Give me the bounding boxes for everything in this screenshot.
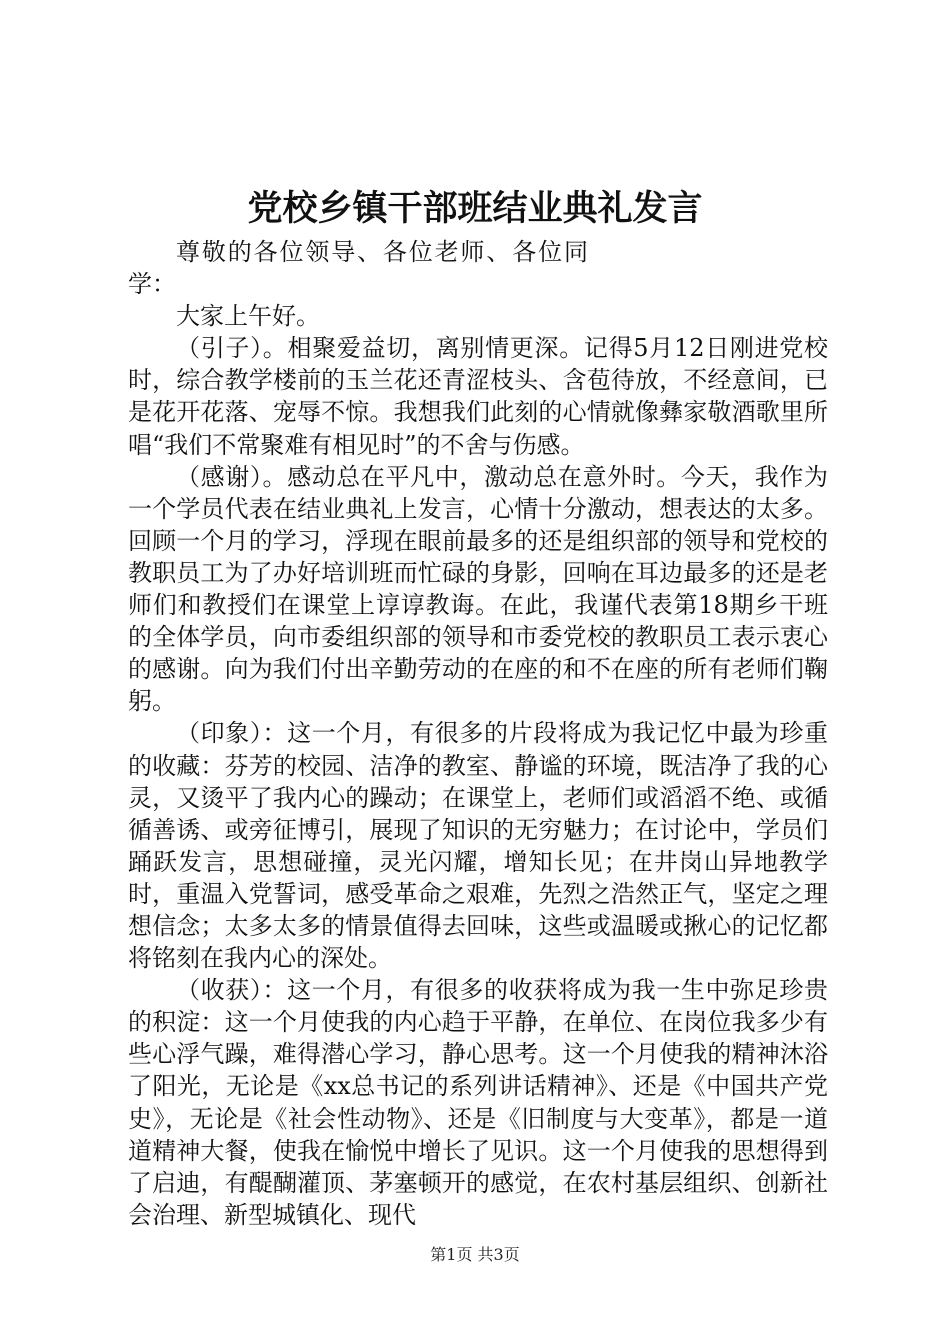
page-number-footer: 第1页 共3页 — [430, 1245, 520, 1264]
greeting-paragraph: 大家上午好。 — [176, 302, 320, 331]
thanks-paragraph: （感谢）。感动总在平凡中，激动总在意外时。今天，我作为一个学员代表在结业典礼上发言，心情十分激动，想表达的太多。回顾一个月的学习，浮现在眼前最多的还是组织部的领导和党校的教职员工为了办好培训班而忙碌的身影，回响在耳边最多的还是老师们和教授们在课堂上谆谆教诲。在此，我谨代表第18期乡干班的全体学员，向市委组织部的领导和市委党校的教职员工表示衷心的感谢。向为我们付出辛勤劳动的在座的和不在座的所有老师们鞠躬。 — [128, 462, 828, 716]
harvest-paragraph: （收获）：这一个月，有很多的收获将成为我一生中弥足珍贵的积淀：这一个月使我的内心趋于平静，在单位、在岗位我多少有些心浮气躁，难得潜心学习，静心思考。这一个月使我的精神沐浴了阳光，无论是《xx总书记的系列讲话精神》、还是《中国共产党史》，无论是《社会性动物》、还是《旧制度与大变革》，都是一道道精神大餐，使我在愉悦中增长了见识。这一个月使我的思想得到了启迪，有醍醐灌顶、茅塞顿开的感觉，在农村基层组织、创新社会治理、新型城镇化、现代 — [128, 976, 828, 1229]
document-title: 党校乡镇干部班结业典礼发言 — [247, 188, 703, 229]
intro-paragraph: （引子）。相聚爱益切，离别情更深。记得5月12日刚进党校时，综合教学楼前的玉兰花还青涩枝头、含苞待放，不经意间，已是花开花落、宠辱不惊。我想我们此刻的心情就像彝家敬酒歌里所唱“我们不常聚难有相见时”的不舍与伤感。 — [128, 334, 828, 459]
salutation-paragraph: 尊敬的各位领导、各位老师、各位同学： — [128, 238, 588, 299]
document-body — [128, 236, 828, 1231]
impression-paragraph: （印象）：这一个月，有很多的片段将成为我记忆中最为珍重的收藏：芬芳的校园、洁净的教室、静谧的环境，既洁净了我的心灵，又烫平了我内心的躁动；在课堂上，老师们或滔滔不绝、或循循善诱、或旁征博引，展现了知识的无穷魅力；在讨论中，学员们踊跃发言，思想碰撞，灵光闪耀，增知长见；在井岗山异地教学时，重温入党誓词，感受革命之艰难，先烈之浩然正气，坚定之理想信念；太多太多的情景值得去回味，这些或温暖或揪心的记忆都将铭刻在我内心的深处。 — [128, 719, 828, 973]
